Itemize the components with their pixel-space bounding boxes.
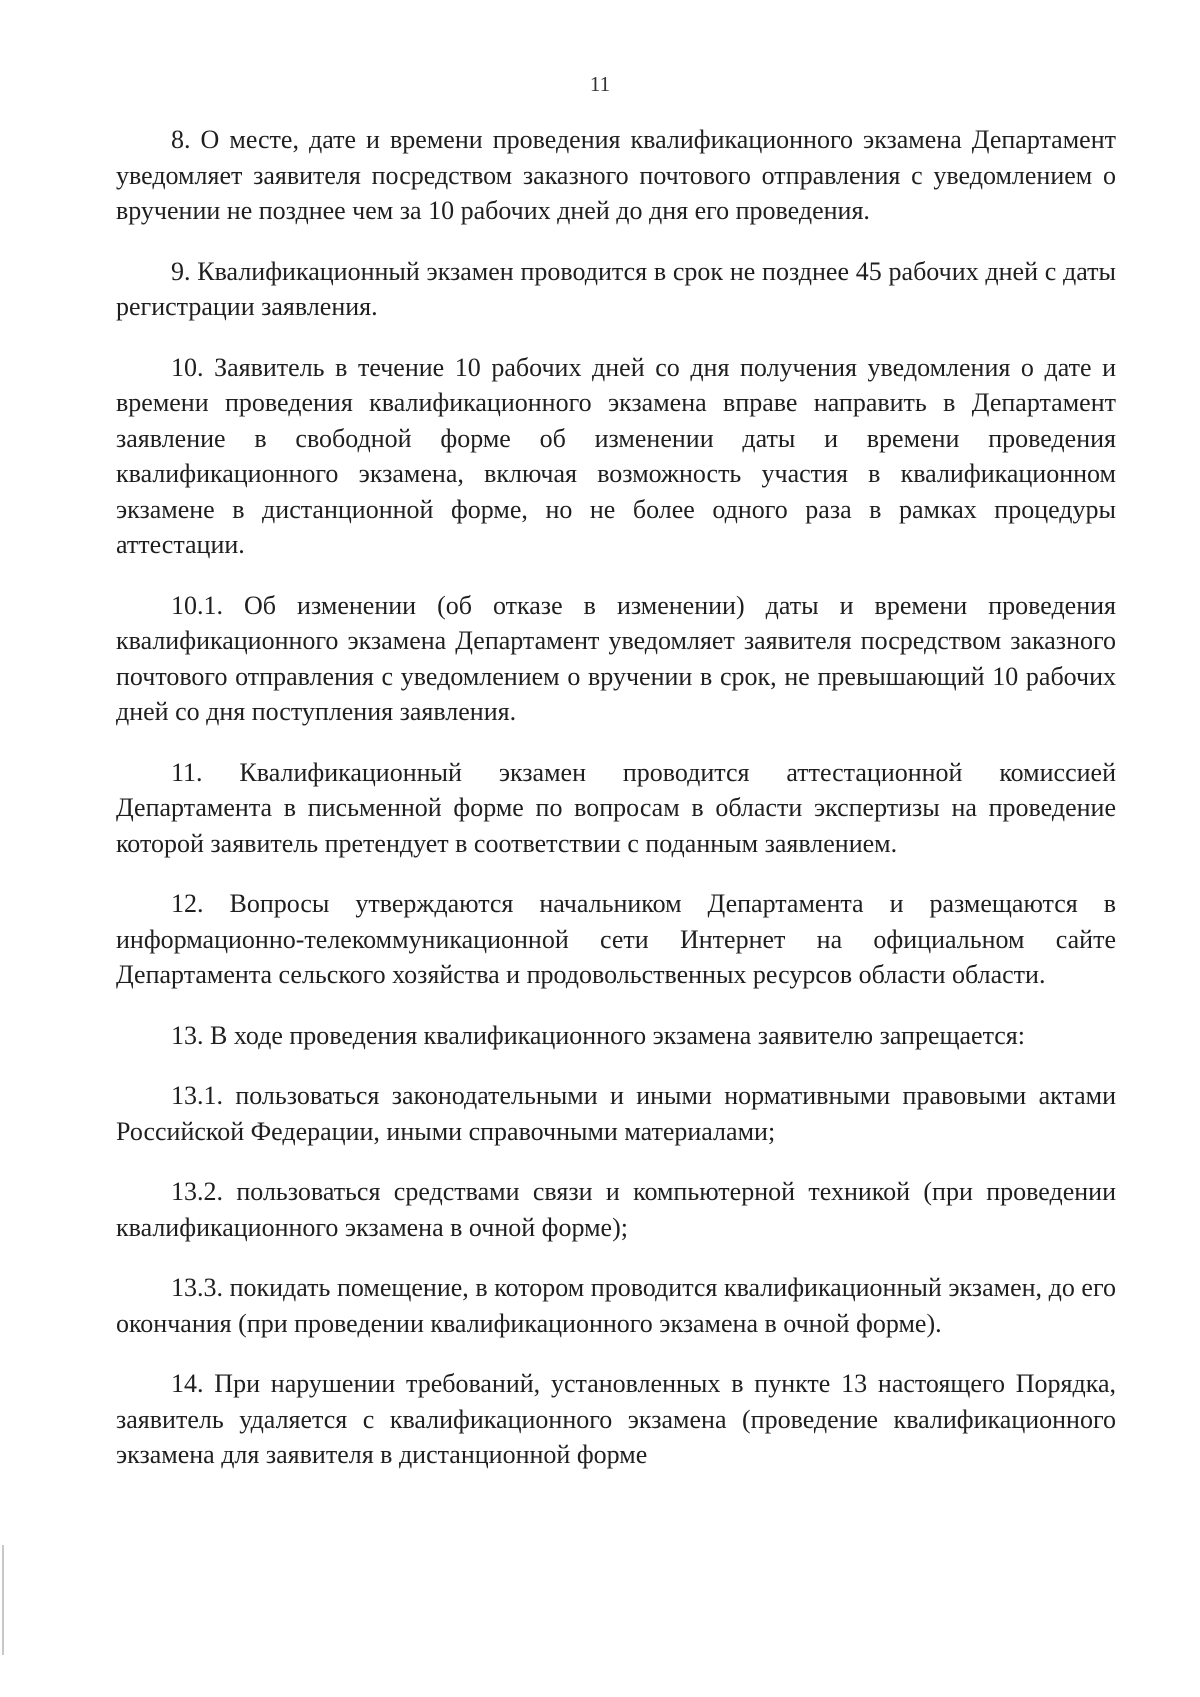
- paragraph-12: 12. Вопросы утверждаются начальником Департамента и размещаются в информационно-телекоммуникационной сети Интернет на официальном сайте Департамента сельского хозяйства и продовольственных ресурсов области области.: [116, 889, 1116, 989]
- document-body: [116, 122, 1116, 1473]
- paragraph-13-1: 13.1. пользоваться законодательными и иными нормативными правовыми актами Российской Федерации, иными справочными материалами;: [116, 1081, 1116, 1146]
- paragraph-14: 14. При нарушении требований, установленных в пункте 13 настоящего Порядка, заявитель удаляется с квалификационного экзамена (проведение квалификационного экзамена для заявителя в дистанционной форме: [116, 1369, 1116, 1469]
- paragraph-13: 13. В ходе проведения квалификационного экзамена заявителю запрещается:: [171, 1020, 1025, 1050]
- paragraph-11: 11. Квалификационный экзамен проводится аттестационной комиссией Департамента в письменной форме по вопросам в области экспертизы на проведение которой заявитель претендует в соответствии с поданным заявлением.: [116, 757, 1116, 858]
- page-number: 11: [589, 72, 611, 96]
- paragraph-13-2: 13.2. пользоваться средствами связи и компьютерной техникой (при проведении квалификационного экзамена в очной форме);: [116, 1177, 1116, 1242]
- paragraph-10-1: 10.1. Об изменении (об отказе в изменении) даты и времени проведения квалификационного экзамена Департамент уведомляет заявителя посредством заказного почтового отправления с уведомлением о вручении в срок, не превышающий 10 рабочих дней со дня поступления заявления.: [116, 590, 1116, 726]
- scan-edge-mark: [2, 1545, 4, 1655]
- paragraph-9: 9. Квалификационный экзамен проводится в срок не позднее 45 рабочих дней с даты регистрации заявления.: [116, 256, 1116, 321]
- paragraph-10: 10. Заявитель в течение 10 рабочих дней со дня получения уведомления о дате и времени проведения квалификационного экзамена вправе направить в Департамент заявление в свободной форме об изменении даты и времени проведения квалификационного экзамена, включая возможность участия в квалификационном экзамене в дистанционной форме, но не более одного раза в рамках процедуры аттестации.: [116, 352, 1116, 559]
- paragraph-8: 8. О месте, дате и времени проведения квалификационного экзамена Департамент уведомляет заявителя посредством заказного почтового отправления с уведомлением о вручении не позднее чем за 10 рабочих дней до дня его проведения.: [116, 125, 1116, 225]
- paragraph-13-3: 13.3. покидать помещение, в котором проводится квалификационный экзамен, до его окончания (при проведении квалификационного экзамена в очной форме).: [116, 1273, 1116, 1338]
